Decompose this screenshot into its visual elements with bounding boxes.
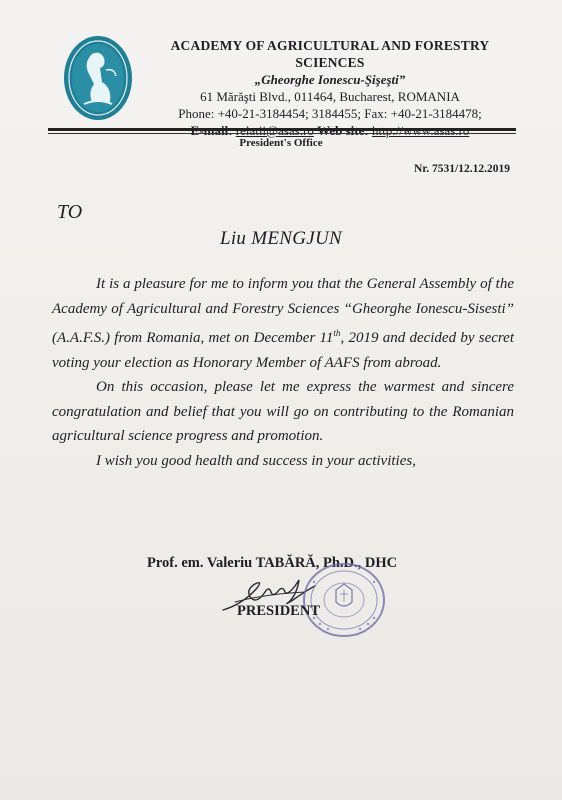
header-divider-thin [48,133,516,134]
salutation: TO [57,201,83,223]
ordinal-suffix: th [333,328,341,338]
institution-name-line2: SCIENCES [295,55,365,70]
institution-address: 61 Mărăşti Blvd., 011464, Bucharest, ROMANIA [200,89,460,104]
signatory-title: PRESIDENT [237,603,320,619]
paragraph-election-text: It is a pleasure for me to inform you that the General Assembly of the Academy of Agricultural and Forestry Sciences “Gheorghe Ionescu-Sisesti” (A.A.F.S.) from Romania, met on December 11 [52,276,514,346]
paragraph-congratulation: On this occasion, please let me express the warmest and sincere congratulation and belief that you will go on contributing to the Romanian agricultural science progress and promotion. [52,379,514,444]
paragraph-wishes: I wish you good health and success in your activities, [96,452,416,469]
institution-phone-fax: Phone: +40-21-3184454; 3184455; Fax: +40-21-3184478; [178,106,482,121]
letterhead [150,37,510,139]
paragraph-election [52,272,514,375]
institution-name: ACADEMY OF AGRICULTURAL AND FORESTRY [170,38,490,53]
letter-body [52,272,514,473]
recipient-name: Liu MENGJUN [219,228,343,249]
institution-patron: „Gheorghe Ionescu-Şişeşti” [254,72,406,87]
header-divider [48,128,516,131]
official-stamp-icon [300,560,388,640]
academy-emblem-icon [62,34,134,122]
paragraph-election-text-end: , 2019 and decided by secret voting your election as Honorary Member of AAFS from abroad. [52,330,514,371]
signatory-name: Prof. em. Valeriu TABĂRĂ, Ph.D., DHC [147,555,398,571]
office-label: President's Office [239,137,323,149]
reference-number: Nr. 7531/12.12.2019 [413,163,510,175]
